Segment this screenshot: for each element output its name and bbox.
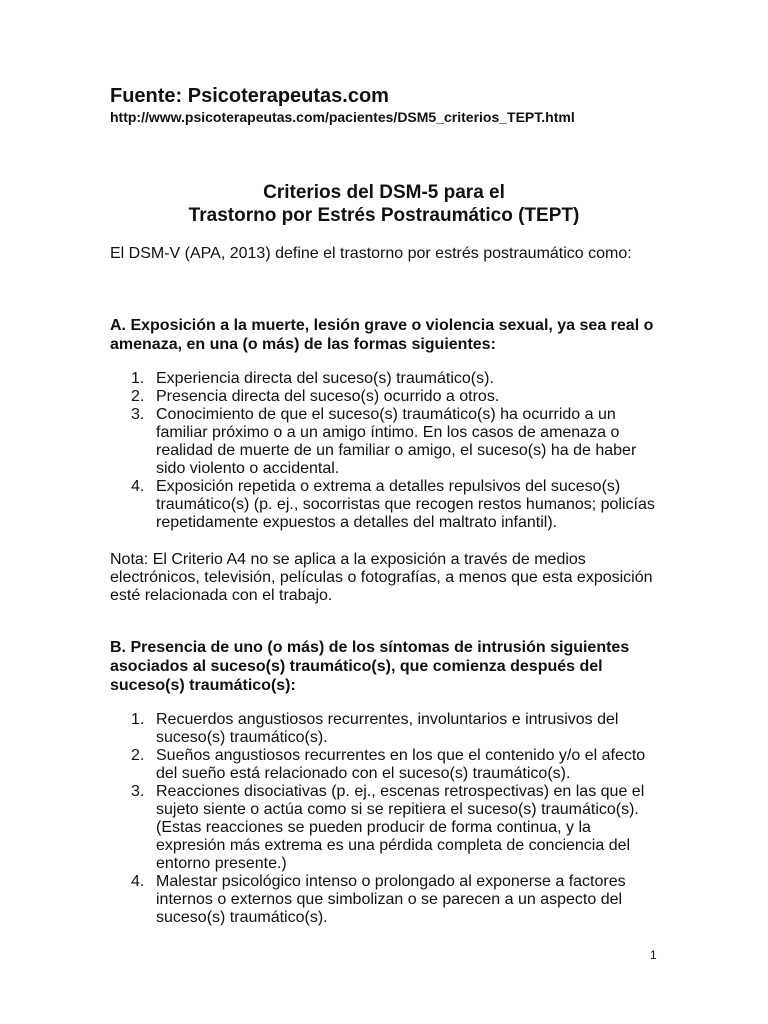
list-item <box>131 388 656 406</box>
list-item-text: Exposición repetida o extrema a detalles repulsivos del suceso(s) traumático(s) (p. ej., socorristas que recogen restos humanos; policías repetidamente expuestos a detalles del maltrato infantil). <box>156 478 655 531</box>
list-item-text: Recuerdos angustiosos recurrentes, involuntarios e intrusivos del suceso(s) traumático(s). <box>156 711 619 746</box>
list-item <box>131 406 656 478</box>
list-item-number: 3. <box>131 406 145 423</box>
list-item <box>131 478 656 532</box>
list-item <box>131 370 656 388</box>
list-item <box>131 711 656 747</box>
list-item-number: 2. <box>131 388 145 405</box>
list-item-text: Sueños angustiosos recurrentes en los que el contenido y/o el afecto del sueño está relacionado con el suceso(s) traumático(s). <box>156 747 646 782</box>
list-item <box>131 747 656 783</box>
list-item-text: Malestar psicológico intenso o prolongado al exponerse a factores internos o externos que simbolizan o se parecen a un aspecto del suceso(s) traumático(s). <box>156 873 626 926</box>
source-title: Fuente: Psicoterapeutas.com <box>110 85 389 107</box>
list-item-text: Presencia directa del suceso(s) ocurrido a otros. <box>156 388 500 405</box>
list-item-number: 1. <box>131 370 145 387</box>
list-item-text: Reacciones disociativas (p. ej., escenas retrospectivas) en las que el sujeto siente o actúa como si se repitiera el suceso(s) traumático(s). (Estas reacciones se pueden producir de forma continua, y la expresión más extrema es una pérdida completa de conciencia del entorno presente.) <box>156 783 645 872</box>
list-item-text: Experiencia directa del suceso(s) traumático(s). <box>156 370 494 387</box>
criterion-a-note: Nota: El Criterio A4 no se aplica a la exposición a través de medios electrónicos, televisión, películas o fotografías, a menos que esta exposición esté relacionada con el trabajo. <box>110 551 653 604</box>
list-item-number: 2. <box>131 747 145 764</box>
criterion-b-list <box>131 711 656 927</box>
intro-paragraph: El DSM-V (APA, 2013) define el trastorno por estrés postraumático como: <box>110 245 632 262</box>
list-item-number: 1. <box>131 711 145 728</box>
criterion-a-heading: A. Exposición a la muerte, lesión grave o violencia sexual, ya sea real o amenaza, en una (o más) de las formas siguientes: <box>110 317 654 353</box>
criterion-b-heading: B. Presencia de uno (o más) de los síntomas de intrusión siguientes asociados al suceso(s) traumático(s), que comienza después del suceso(s) traumático(s): <box>110 639 630 694</box>
list-item-number: 4. <box>131 873 145 890</box>
document-title-line-2: Trastorno por Estrés Postraumático (TEPT) <box>188 205 580 226</box>
list-item-number: 3. <box>131 783 145 800</box>
document-title-line-1: Criterios del DSM-5 para el <box>263 182 505 203</box>
list-item-text: Conocimiento de que el suceso(s) traumático(s) ha ocurrido a un familiar próximo o a un amigo íntimo. En los casos de amenaza o realidad de muerte de un familiar o amigo, el suceso(s) ha de haber sido violento o accidental. <box>156 406 637 477</box>
source-url[interactable]: http://www.psicoterapeutas.com/pacientes/DSM5_criterios_TEPT.html <box>110 109 575 125</box>
criterion-a-list <box>131 370 656 532</box>
list-item <box>131 783 656 873</box>
page-number: 1 <box>650 948 657 962</box>
document-title <box>0 181 768 227</box>
list-item-number: 4. <box>131 478 145 495</box>
list-item <box>131 873 656 927</box>
